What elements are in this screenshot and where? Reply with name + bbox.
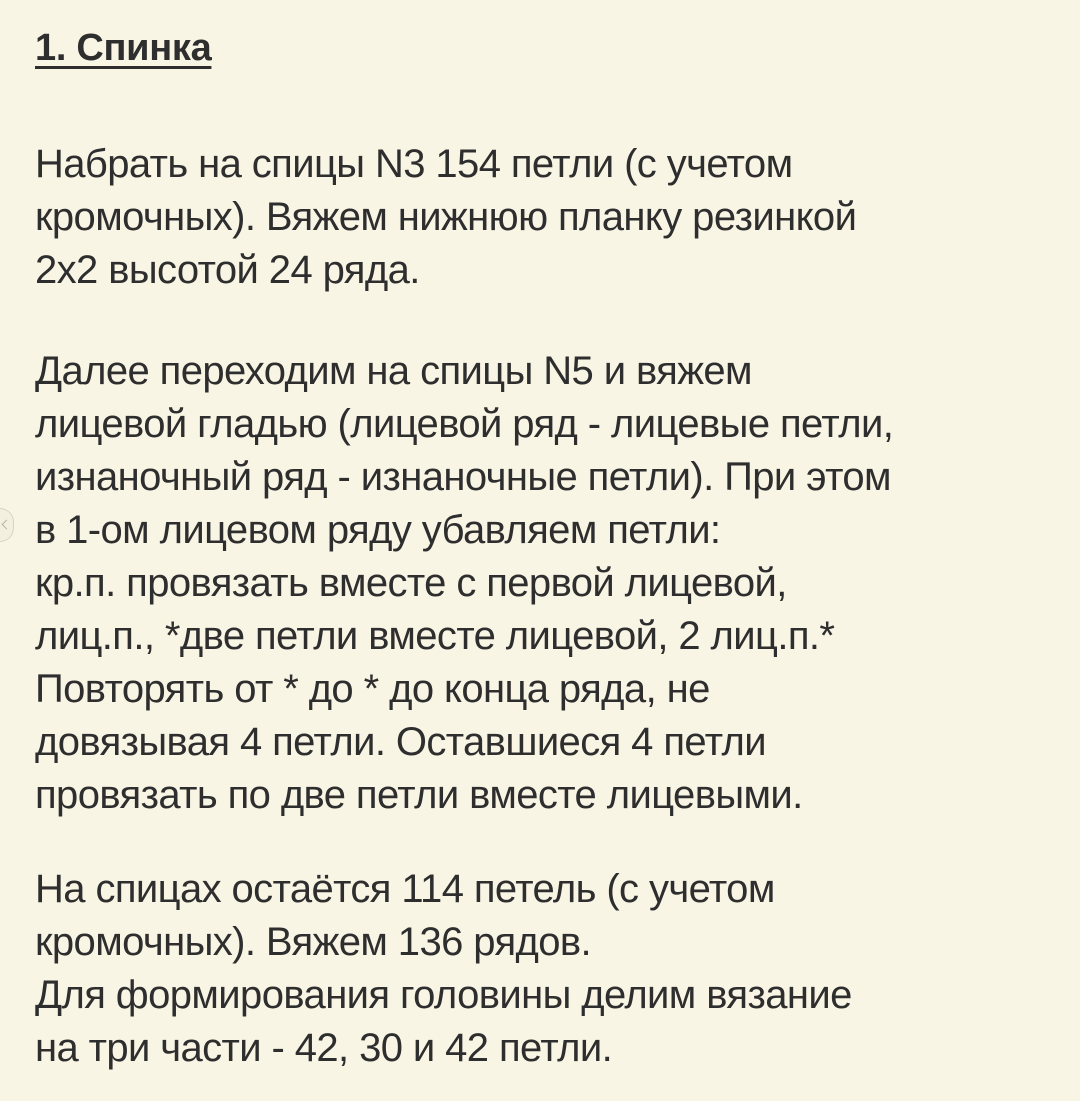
paragraph-spacer [35,822,1050,863]
text-line: лиц.п., *две петли вместе лицевой, 2 лиц.п.* [35,614,835,658]
text-line: 2х2 высотой 24 ряда. [35,248,420,292]
text-line: Для формирования головины делим вязание [35,973,852,1017]
text-line: провязать по две петли вместе лицевыми. [35,773,803,817]
section-heading: 1. Спинка [35,27,212,69]
text-line: изнаночный ряд - изнаночные петли). При этом [35,455,891,499]
text-line: лицевой гладью (лицевой ряд - лицевые петли, [35,402,894,446]
text-line: Набрать на спицы N3 154 петли (с учетом [35,142,793,186]
text-line: кромочных). Вяжем нижнюю планку резинкой [35,195,857,239]
paragraph-remaining-stitches [35,863,1050,1075]
paragraph-cast-on [35,138,1050,297]
text-line: довязывая 4 петли. Оставшиеся 4 петли [35,720,767,764]
paragraph-spacer [35,297,1050,345]
text-line: кромочных). Вяжем 136 рядов. [35,920,592,964]
text-line: на три части - 42, 30 и 42 петли. [35,1026,613,1070]
text-line: Далее переходим на спицы N5 и вяжем [35,349,752,393]
text-line: Повторять от * до * до конца ряда, не [35,667,710,711]
text-line: На спицах остаётся 114 петель (с учетом [35,867,775,911]
paragraph-stockinette [35,345,1050,822]
text-line: в 1-ом лицевом ряду убавляем петли: [35,508,721,552]
text-line: кр.п. провязать вместе с первой лицевой, [35,561,787,605]
